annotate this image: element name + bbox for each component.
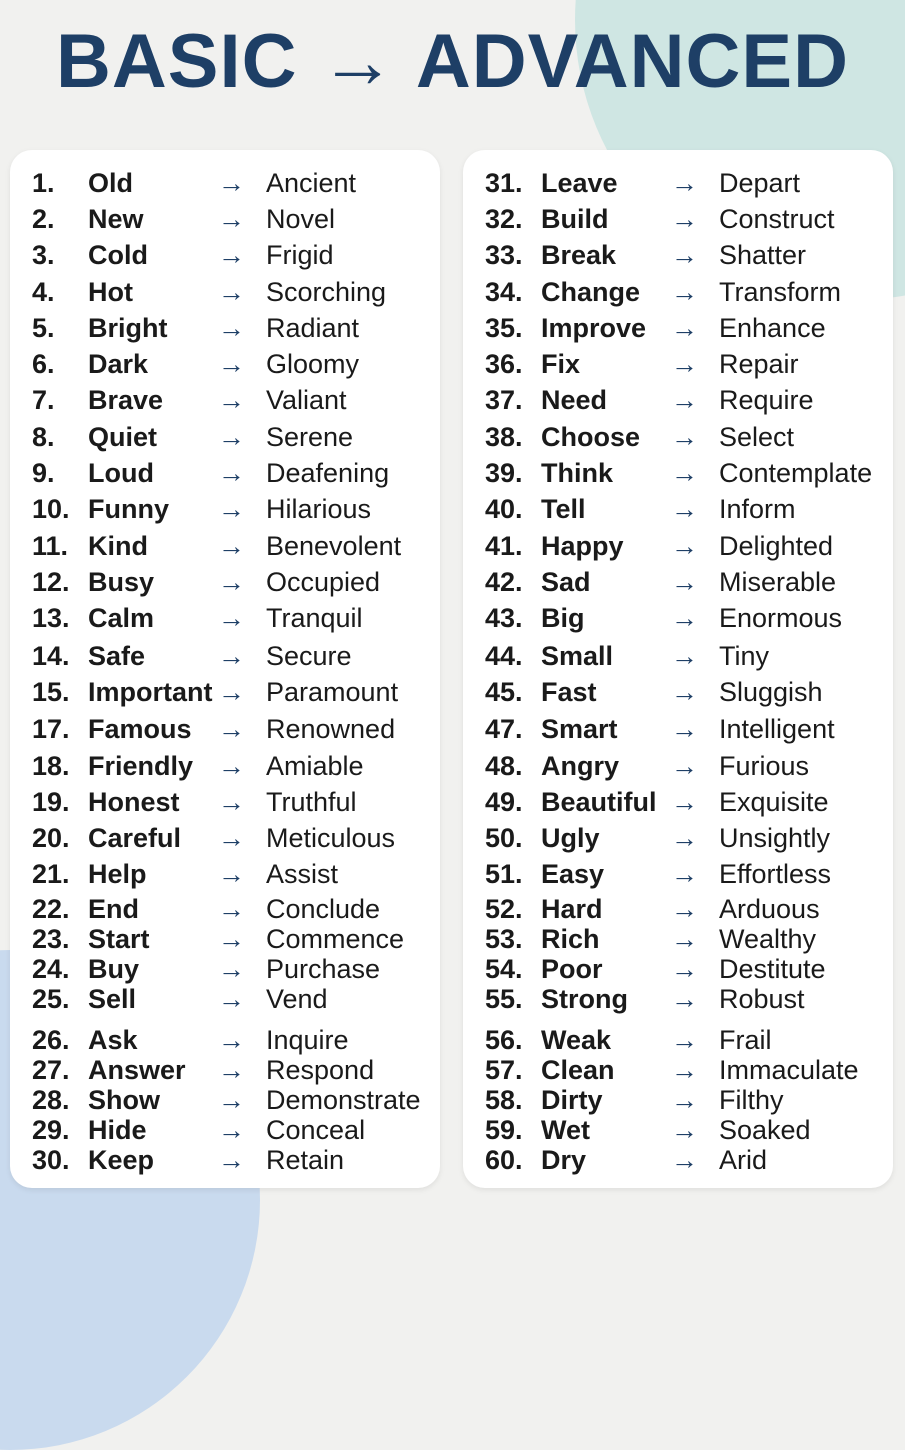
word-number: 13. <box>32 603 70 633</box>
word-pair-row <box>10 894 440 924</box>
word-pair-row <box>463 1085 893 1115</box>
advanced-word: Novel <box>266 204 336 234</box>
word-number: 11. <box>32 531 69 561</box>
arrow-icon: → <box>671 1115 698 1145</box>
word-number: 10. <box>32 494 70 524</box>
arrow-icon: → <box>218 823 245 853</box>
word-pair-row <box>10 1115 440 1145</box>
basic-word: Choose <box>541 422 641 452</box>
arrow-icon: → <box>218 787 245 817</box>
advanced-word: Serene <box>266 422 354 452</box>
basic-word: Sell <box>88 984 137 1014</box>
basic-word: Ask <box>88 1025 138 1055</box>
word-pair-row <box>463 1145 893 1175</box>
basic-word: Important <box>88 677 213 707</box>
word-number: 5. <box>32 313 55 343</box>
basic-word: New <box>88 204 144 234</box>
word-pair-row <box>10 751 440 781</box>
word-number: 35. <box>485 313 523 343</box>
word-number: 23. <box>32 924 70 954</box>
advanced-word: Repair <box>719 349 799 379</box>
arrow-icon: → <box>218 277 245 307</box>
advanced-word: Arid <box>719 1145 768 1175</box>
arrow-icon: → <box>218 641 245 671</box>
arrow-icon: → <box>671 677 698 707</box>
basic-word: Careful <box>88 823 182 853</box>
basic-word: Honest <box>88 787 180 817</box>
advanced-word: Soaked <box>719 1115 811 1145</box>
basic-word: Fast <box>541 677 597 707</box>
word-number: 38. <box>485 422 523 452</box>
word-number: 2. <box>32 204 55 234</box>
basic-word: Leave <box>541 168 618 198</box>
advanced-word: Enormous <box>719 603 843 633</box>
advanced-word: Conceal <box>266 1115 366 1145</box>
advanced-word: Respond <box>266 1055 375 1085</box>
word-pair-row <box>463 458 893 488</box>
arrow-icon: → <box>218 168 245 198</box>
word-number: 41. <box>485 531 523 561</box>
word-number: 57. <box>485 1055 523 1085</box>
arrow-icon: → <box>671 204 698 234</box>
word-number: 24. <box>32 954 70 984</box>
basic-word: Busy <box>88 567 155 597</box>
basic-word: Friendly <box>88 751 194 781</box>
advanced-word: Immaculate <box>719 1055 859 1085</box>
basic-word: Need <box>541 385 608 415</box>
arrow-icon: → <box>671 385 698 415</box>
advanced-word: Tranquil <box>266 603 363 633</box>
arrow-icon: → <box>671 1085 698 1115</box>
word-number: 59. <box>485 1115 523 1145</box>
advanced-word: Contemplate <box>719 458 873 488</box>
arrow-icon: → <box>671 531 698 561</box>
basic-word: Loud <box>88 458 154 488</box>
advanced-word: Meticulous <box>266 823 396 853</box>
word-number: 19. <box>32 787 70 817</box>
word-pair-row <box>10 168 440 198</box>
word-pair-row <box>10 277 440 307</box>
word-number: 53. <box>485 924 523 954</box>
arrow-icon: → <box>671 751 698 781</box>
word-pair-row <box>463 823 893 853</box>
word-pair-row <box>10 494 440 524</box>
arrow-icon: → <box>671 349 698 379</box>
basic-word: Weak <box>541 1025 612 1055</box>
word-pair-row <box>10 924 440 954</box>
basic-word: Big <box>541 603 585 633</box>
word-pair-row <box>10 677 440 707</box>
basic-word: Calm <box>88 603 155 633</box>
word-pair-row <box>463 924 893 954</box>
word-pair-row <box>10 385 440 415</box>
basic-word: Happy <box>541 531 624 561</box>
basic-word: Sad <box>541 567 591 597</box>
advanced-word: Unsightly <box>719 823 831 853</box>
basic-word: Bright <box>88 313 168 343</box>
advanced-word: Transform <box>719 277 842 307</box>
arrow-icon: → <box>218 1145 245 1175</box>
advanced-word: Arduous <box>719 894 820 924</box>
word-number: 29. <box>32 1115 70 1145</box>
basic-word: Improve <box>541 313 647 343</box>
word-pair-row <box>463 204 893 234</box>
word-pair-row <box>463 349 893 379</box>
word-number: 47. <box>485 714 523 744</box>
arrow-icon: → <box>671 787 698 817</box>
basic-word: Tell <box>541 494 586 524</box>
word-pair-row <box>463 567 893 597</box>
arrow-icon: → <box>671 714 698 744</box>
arrow-icon: → <box>218 313 245 343</box>
basic-word: End <box>88 894 139 924</box>
advanced-word: Effortless <box>719 859 832 889</box>
arrow-icon: → <box>218 859 245 889</box>
word-pair-row <box>10 422 440 452</box>
advanced-word: Demonstrate <box>266 1085 421 1115</box>
basic-word: Rich <box>541 924 600 954</box>
arrow-icon: → <box>218 603 245 633</box>
basic-word: Build <box>541 204 609 234</box>
word-number: 21. <box>32 859 70 889</box>
word-number: 48. <box>485 751 523 781</box>
arrow-icon: → <box>671 422 698 452</box>
arrow-icon: → <box>671 823 698 853</box>
word-pair-row <box>10 641 440 671</box>
word-pair-row <box>463 422 893 452</box>
word-number: 31. <box>485 168 523 198</box>
arrow-icon: → <box>671 1055 698 1085</box>
word-pair-row <box>463 1055 893 1085</box>
word-pair-row <box>463 385 893 415</box>
arrow-icon: → <box>671 277 698 307</box>
advanced-word: Robust <box>719 984 805 1014</box>
basic-word: Safe <box>88 641 146 671</box>
arrow-icon: → <box>671 240 698 270</box>
word-pair-row <box>10 714 440 744</box>
arrow-icon: → <box>218 677 245 707</box>
word-number: 14. <box>32 641 70 671</box>
word-number: 22. <box>32 894 70 924</box>
word-pair-row <box>10 787 440 817</box>
word-pair-row <box>10 1085 440 1115</box>
word-pair-row <box>463 313 893 343</box>
word-number: 33. <box>485 240 523 270</box>
advanced-word: Commence <box>266 924 405 954</box>
advanced-word: Assist <box>266 859 339 889</box>
word-pair-row <box>463 277 893 307</box>
word-pair-row <box>463 894 893 924</box>
word-pair-row <box>463 531 893 561</box>
basic-word: Show <box>88 1085 160 1115</box>
advanced-word: Radiant <box>266 313 360 343</box>
advanced-word: Secure <box>266 641 352 671</box>
word-number: 56. <box>485 1025 523 1055</box>
basic-word: Small <box>541 641 614 671</box>
advanced-word: Furious <box>719 751 810 781</box>
arrow-icon: → <box>218 422 245 452</box>
word-number: 3. <box>32 240 55 270</box>
advanced-word: Purchase <box>266 954 381 984</box>
arrow-icon: → <box>671 641 698 671</box>
advanced-word: Shatter <box>719 240 807 270</box>
arrow-icon: → <box>671 494 698 524</box>
arrow-icon: → <box>671 894 698 924</box>
advanced-word: Select <box>719 422 795 452</box>
basic-word: Wet <box>541 1115 591 1145</box>
arrow-icon: → <box>218 494 245 524</box>
word-pair-row <box>463 954 893 984</box>
word-number: 37. <box>485 385 523 415</box>
advanced-word: Ancient <box>266 168 357 198</box>
advanced-word: Retain <box>266 1145 345 1175</box>
basic-word: Hot <box>88 277 133 307</box>
arrow-icon: → <box>218 1115 245 1145</box>
advanced-word: Tiny <box>719 641 770 671</box>
word-pair-row <box>463 240 893 270</box>
arrow-icon: → <box>218 751 245 781</box>
word-pair-row <box>10 954 440 984</box>
advanced-word: Scorching <box>266 277 387 307</box>
arrow-icon: → <box>671 1025 698 1055</box>
word-number: 52. <box>485 894 523 924</box>
advanced-word: Inform <box>719 494 796 524</box>
advanced-word: Construct <box>719 204 835 234</box>
basic-word: Smart <box>541 714 618 744</box>
advanced-word: Delighted <box>719 531 834 561</box>
arrow-icon: → <box>218 567 245 597</box>
arrow-icon: → <box>671 603 698 633</box>
word-pair-row <box>10 567 440 597</box>
word-pair-row <box>463 641 893 671</box>
basic-word: Buy <box>88 954 140 984</box>
basic-word: Old <box>88 168 133 198</box>
arrow-icon: → <box>218 240 245 270</box>
arrow-icon: → <box>218 1055 245 1085</box>
advanced-word: Amiable <box>266 751 364 781</box>
word-pair-row <box>463 787 893 817</box>
advanced-word: Occupied <box>266 567 381 597</box>
advanced-word: Enhance <box>719 313 826 343</box>
word-pair-row <box>10 603 440 633</box>
arrow-icon: → <box>218 349 245 379</box>
basic-word: Keep <box>88 1145 155 1175</box>
basic-word: Cold <box>88 240 148 270</box>
word-number: 8. <box>32 422 55 452</box>
word-number: 9. <box>32 458 55 488</box>
word-pair-row <box>10 204 440 234</box>
page-title: BASIC → ADVANCED <box>56 19 849 104</box>
basic-word: Beautiful <box>541 787 657 817</box>
word-pair-row <box>463 859 893 889</box>
basic-word: Hard <box>541 894 603 924</box>
advanced-word: Require <box>719 385 814 415</box>
basic-word: Change <box>541 277 641 307</box>
word-number: 30. <box>32 1145 70 1175</box>
word-number: 40. <box>485 494 523 524</box>
advanced-word: Intelligent <box>719 714 835 744</box>
word-number: 12. <box>32 567 70 597</box>
word-pair-row <box>10 859 440 889</box>
word-number: 54. <box>485 954 523 984</box>
basic-word: Break <box>541 240 617 270</box>
word-pair-row <box>10 349 440 379</box>
word-list-card-left <box>10 150 440 1188</box>
word-pair-row <box>463 714 893 744</box>
arrow-icon: → <box>671 567 698 597</box>
word-number: 25. <box>32 984 70 1014</box>
advanced-word: Valiant <box>266 385 347 415</box>
word-number: 44. <box>485 641 523 671</box>
advanced-word: Inquire <box>266 1025 349 1055</box>
advanced-word: Frail <box>719 1025 772 1055</box>
basic-word: Famous <box>88 714 192 744</box>
word-pair-row <box>10 458 440 488</box>
arrow-icon: → <box>218 714 245 744</box>
word-number: 28. <box>32 1085 70 1115</box>
word-pair-row <box>10 1025 440 1055</box>
basic-word: Fix <box>541 349 581 379</box>
word-pair-row <box>10 240 440 270</box>
word-number: 55. <box>485 984 523 1014</box>
basic-word: Dry <box>541 1145 587 1175</box>
word-pair-row <box>463 984 893 1014</box>
advanced-word: Hilarious <box>266 494 372 524</box>
basic-word: Think <box>541 458 613 488</box>
arrow-icon: → <box>218 531 245 561</box>
word-pair-row <box>10 531 440 561</box>
arrow-icon: → <box>671 859 698 889</box>
word-number: 60. <box>485 1145 523 1175</box>
arrow-icon: → <box>671 954 698 984</box>
word-number: 49. <box>485 787 523 817</box>
advanced-word: Destitute <box>719 954 826 984</box>
arrow-icon: → <box>671 984 698 1014</box>
basic-word: Quiet <box>88 422 158 452</box>
basic-word: Angry <box>541 751 620 781</box>
advanced-word: Paramount <box>266 677 399 707</box>
basic-word: Brave <box>88 385 164 415</box>
arrow-icon: → <box>218 1085 245 1115</box>
basic-word: Answer <box>88 1055 186 1085</box>
arrow-icon: → <box>218 894 245 924</box>
basic-word: Clean <box>541 1055 615 1085</box>
word-number: 50. <box>485 823 523 853</box>
arrow-icon: → <box>218 984 245 1014</box>
word-number: 26. <box>32 1025 70 1055</box>
arrow-icon: → <box>218 458 245 488</box>
word-number: 39. <box>485 458 523 488</box>
advanced-word: Truthful <box>266 787 357 817</box>
word-number: 58. <box>485 1085 523 1115</box>
word-pair-row <box>10 823 440 853</box>
advanced-word: Filthy <box>719 1085 784 1115</box>
advanced-word: Conclude <box>266 894 381 924</box>
arrow-icon: → <box>671 1145 698 1175</box>
basic-word: Ugly <box>541 823 600 853</box>
basic-word: Start <box>88 924 150 954</box>
advanced-word: Exquisite <box>719 787 829 817</box>
basic-word: Easy <box>541 859 605 889</box>
advanced-word: Miserable <box>719 567 837 597</box>
word-pair-row <box>463 677 893 707</box>
advanced-word: Deafening <box>266 458 390 488</box>
word-pair-row <box>10 984 440 1014</box>
word-number: 6. <box>32 349 55 379</box>
word-pair-row <box>10 313 440 343</box>
word-pair-row <box>10 1055 440 1085</box>
word-pair-row <box>463 168 893 198</box>
word-list-card-right <box>463 150 893 1188</box>
word-number: 4. <box>32 277 55 307</box>
arrow-icon: → <box>671 313 698 343</box>
word-pair-row <box>10 1145 440 1175</box>
arrow-icon: → <box>218 954 245 984</box>
arrow-icon: → <box>218 204 245 234</box>
basic-word: Kind <box>88 531 148 561</box>
arrow-icon: → <box>218 924 245 954</box>
word-number: 27. <box>32 1055 70 1085</box>
word-number: 51. <box>485 859 523 889</box>
advanced-word: Gloomy <box>266 349 360 379</box>
arrow-icon: → <box>218 1025 245 1055</box>
basic-word: Strong <box>541 984 628 1014</box>
advanced-word: Wealthy <box>719 924 817 954</box>
word-number: 36. <box>485 349 523 379</box>
arrow-icon: → <box>671 168 698 198</box>
advanced-word: Frigid <box>266 240 334 270</box>
word-number: 20. <box>32 823 70 853</box>
advanced-word: Sluggish <box>719 677 823 707</box>
word-number: 17. <box>32 714 70 744</box>
word-number: 32. <box>485 204 523 234</box>
basic-word: Dark <box>88 349 149 379</box>
basic-word: Dirty <box>541 1085 603 1115</box>
advanced-word: Renowned <box>266 714 396 744</box>
word-pair-row <box>463 1115 893 1145</box>
word-number: 7. <box>32 385 55 415</box>
word-number: 42. <box>485 567 523 597</box>
basic-word: Hide <box>88 1115 147 1145</box>
advanced-word: Benevolent <box>266 531 402 561</box>
word-pair-row <box>463 1025 893 1055</box>
arrow-icon: → <box>671 924 698 954</box>
word-number: 18. <box>32 751 70 781</box>
advanced-word: Depart <box>719 168 801 198</box>
word-number: 1. <box>32 168 55 198</box>
word-pair-row <box>463 603 893 633</box>
basic-word: Poor <box>541 954 603 984</box>
arrow-icon: → <box>218 385 245 415</box>
word-number: 45. <box>485 677 523 707</box>
basic-word: Funny <box>88 494 169 524</box>
word-number: 43. <box>485 603 523 633</box>
word-number: 34. <box>485 277 523 307</box>
word-pair-row <box>463 751 893 781</box>
advanced-word: Vend <box>266 984 328 1014</box>
arrow-icon: → <box>671 458 698 488</box>
word-pair-row <box>463 494 893 524</box>
basic-word: Help <box>88 859 147 889</box>
word-number: 15. <box>32 677 70 707</box>
